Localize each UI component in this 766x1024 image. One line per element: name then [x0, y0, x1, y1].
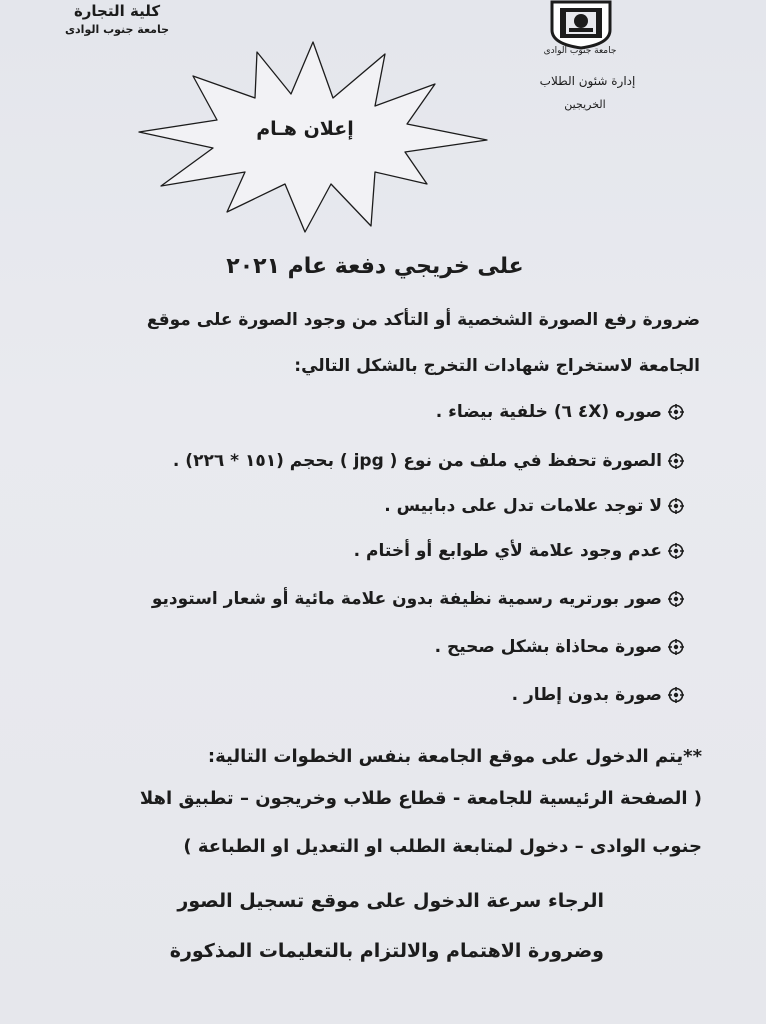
intro-line-1: ضرورة رفع الصورة الشخصية أو التأكد من وجود الصورة على موقع — [146, 310, 700, 330]
requirement-text: عدم وجود علامة لأي طوابع أو أختام . — [353, 541, 662, 561]
requirement-item — [435, 637, 684, 657]
requirement-text: صورة بدون إطار . — [511, 685, 662, 705]
announcement-title: إعلان هـام — [256, 118, 354, 140]
ornament-bullet-icon — [668, 453, 684, 469]
requirement-item — [512, 685, 684, 705]
ornament-bullet-icon — [668, 639, 684, 655]
ornament-bullet-icon — [668, 687, 684, 703]
requirement-item — [152, 589, 684, 609]
faculty-logo-university: جامعة جنوب الوادى — [64, 23, 170, 36]
requirement-item — [173, 451, 684, 471]
steps-heading: **يتم الدخول على موقع الجامعة بنفس الخطوات التالية: — [207, 746, 702, 767]
ornament-bullet-icon — [668, 543, 684, 559]
requirement-item — [436, 402, 684, 422]
intro-line-2: الجامعة لاستخراج شهادات التخرج بالشكل التالي: — [294, 356, 700, 376]
requirement-text: صور بورتريه رسمية نظيفة بدون علامة مائية أو شعار استوديو — [151, 589, 662, 609]
requirement-item — [354, 541, 684, 561]
requirement-text: صورة محاذاة بشكل صحيح . — [434, 637, 662, 657]
ornament-bullet-icon — [668, 591, 684, 607]
requirement-text: الصورة تحفظ في ملف من نوع ( jpg ) بحجم (١٥١ * ٢٢٦) . — [172, 451, 662, 471]
requirement-text: لا توجد علامات تدل على دبابيس . — [384, 496, 662, 516]
ornament-bullet-icon — [668, 498, 684, 514]
faculty-logo-name: كلية التجارة — [73, 2, 161, 20]
headline: على خريجي دفعة عام ٢٠٢١ — [226, 254, 524, 279]
requirement-item — [384, 496, 684, 516]
admin-office-name: إدارة شئون الطلاب — [539, 74, 636, 88]
steps-path-line-1: ( الصفحة الرئيسية للجامعة - قطاع طلاب وخريجون – تطبيق اهلا — [139, 788, 702, 809]
closing-line-2: وضرورة الاهتمام والالتزام بالتعليمات المذكورة — [169, 940, 604, 962]
closing-line-1: الرجاء سرعة الدخول على موقع تسجيل الصور — [177, 890, 604, 912]
requirement-text: صوره (٤X ٦) خلفية بيضاء . — [435, 402, 662, 422]
admin-office-department: الخريجين — [564, 98, 606, 111]
university-emblem-caption: جامعة جنوب الوادى — [543, 46, 617, 56]
ornament-bullet-icon — [668, 404, 684, 420]
steps-path-line-2: جنوب الوادى – دخول لمتابعة الطلب او التعديل او الطباعة ) — [183, 836, 702, 857]
